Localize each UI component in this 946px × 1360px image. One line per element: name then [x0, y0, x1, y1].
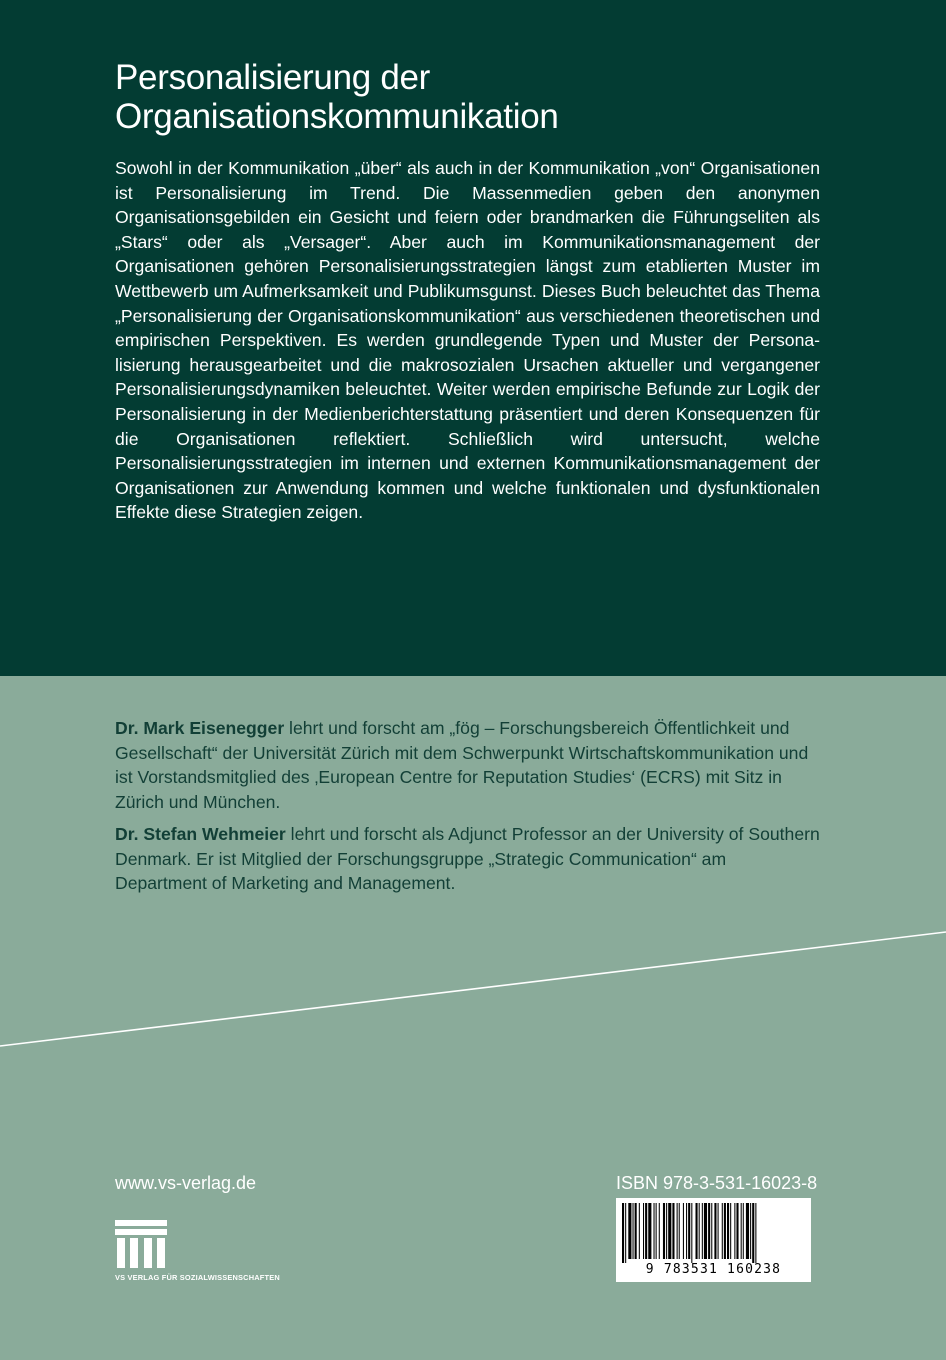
barcode-bar — [683, 1203, 684, 1259]
barcode-bar — [755, 1203, 756, 1263]
author-name-wehmeier: Dr. Stefan Wehmeier — [115, 824, 286, 844]
cover-bottom-panel — [0, 676, 946, 1360]
barcode-bar — [639, 1203, 640, 1259]
barcode-bar — [668, 1203, 671, 1259]
book-blurb: Sowohl in der Kommunikation „über“ als auch in der Kommunikation „von“ Organisationen ist Personalisierung im Trend. Die Massenmedien geben den anonymen Organisationsgebilden ein Gesicht und feiern oder brandmarken die Führungseliten als „Stars“ oder als „Versager“. Aber auch im Kommunikationsmanagement der Organisationen gehören Personalisierungsstrategien längst zum etablierten Muster im Wettbewerb um Aufmerksamkeit und Publikumsgunst. Dieses Buch beleuchtet das Thema „Personalisierung der Organisationskommunikation“ aus verschiedenen theoretischen und empirischen Perspektiven. Es werden grundlegende Typen und Muster der Personalisierung herausgearbeitet und die makrosozialen Ursachen aktueller und vergangener Personalisierungsdynamiken beleuchtet. Weiter werden empirische Befunde zur Logik der Personalisierung in der Medienberichterstattung präsentiert und deren Konsequenzen für die Organisationen reflektiert. Schließlich wird untersucht, welche Personalisierungsstrategien im internen und externen Kommunikationsmanagement der Organisationen zur Anwendung kommen und welche funktionalen und dysfunktionalen Effekte diese Strategien zeigen. — [115, 158, 820, 523]
barcode-bar — [708, 1203, 710, 1259]
barcode-bar — [648, 1203, 651, 1259]
barcode-bar — [656, 1203, 657, 1259]
barcode-bar — [704, 1203, 707, 1259]
barcode-bar — [672, 1203, 674, 1259]
book-title-line-2: Organisationskommunikation — [115, 97, 559, 136]
barcode-bar — [734, 1203, 735, 1259]
author-bio-text-eisenegger: lehrt und forscht am „fög – Forschungsbereich Öffentlichkeit und Gesellschaft“ der Universität Zürich mit dem Schwerpunkt Wirtschaftskommunikation und ist Vorstandsmitglied des ‚European Centre for Reputation Studies‘ (ECRS) mit Sitz in Zürich und München. — [115, 718, 809, 812]
barcode-bar — [727, 1203, 729, 1259]
book-title-line-1: Personalisierung der — [115, 58, 431, 97]
barcode-digits: 9 783531 160238 — [645, 1262, 782, 1277]
barcode-bar — [688, 1203, 690, 1259]
book-title — [115, 58, 835, 136]
cover-top-panel — [0, 0, 946, 676]
publisher-logo-icon — [115, 1220, 167, 1268]
barcode-bars — [622, 1203, 805, 1263]
barcode-bar — [696, 1203, 698, 1259]
barcode-bar — [724, 1203, 726, 1259]
barcode-bar — [645, 1203, 647, 1259]
barcode-bar — [654, 1203, 655, 1259]
barcode-bar — [635, 1203, 637, 1259]
barcode-bar — [622, 1203, 624, 1263]
barcode-bar — [718, 1203, 719, 1259]
barcode-bar — [659, 1203, 660, 1259]
diagonal-divider-line — [0, 676, 946, 1076]
barcode-bar — [628, 1203, 631, 1259]
barcode-bar — [736, 1203, 738, 1259]
barcode-bar — [750, 1203, 751, 1259]
barcode-bar — [741, 1203, 742, 1259]
barcode-bar — [711, 1203, 712, 1259]
isbn-number: ISBN 978-3-531-16023-8 — [616, 1173, 818, 1193]
barcode-bar — [702, 1203, 703, 1259]
barcode-bar — [743, 1203, 744, 1259]
barcode-bar — [699, 1203, 700, 1259]
isbn-barcode — [616, 1198, 811, 1282]
barcode-bar — [752, 1203, 754, 1263]
barcode-bar — [714, 1203, 716, 1259]
barcode-bar — [677, 1203, 678, 1259]
barcode-bar — [730, 1203, 731, 1259]
barcode-bar — [679, 1203, 680, 1259]
barcode-bar — [643, 1203, 644, 1259]
barcode-bar — [633, 1203, 634, 1259]
publisher-website: www.vs-verlag.de — [115, 1173, 257, 1193]
barcode-bar — [691, 1203, 692, 1263]
barcode-bar — [722, 1203, 723, 1259]
author-name-eisenegger: Dr. Mark Eisenegger — [115, 718, 285, 738]
barcode-bar — [746, 1203, 749, 1259]
barcode-bar — [686, 1203, 687, 1259]
author-bio-text-wehmeier: lehrt und forscht als Adjunct Professor an der University of Southern Denmark. Er ist Mitglied der Forschungsgruppe „Strategic Communication“ am Department of Marketing and Management. — [115, 824, 820, 894]
publisher-logo-text: VS VERLAG FÜR SOZIALWISSENSCHAFTEN — [115, 1273, 280, 1282]
barcode-bar — [625, 1203, 626, 1263]
barcode-bar — [666, 1203, 667, 1259]
barcode-bar — [663, 1203, 665, 1259]
